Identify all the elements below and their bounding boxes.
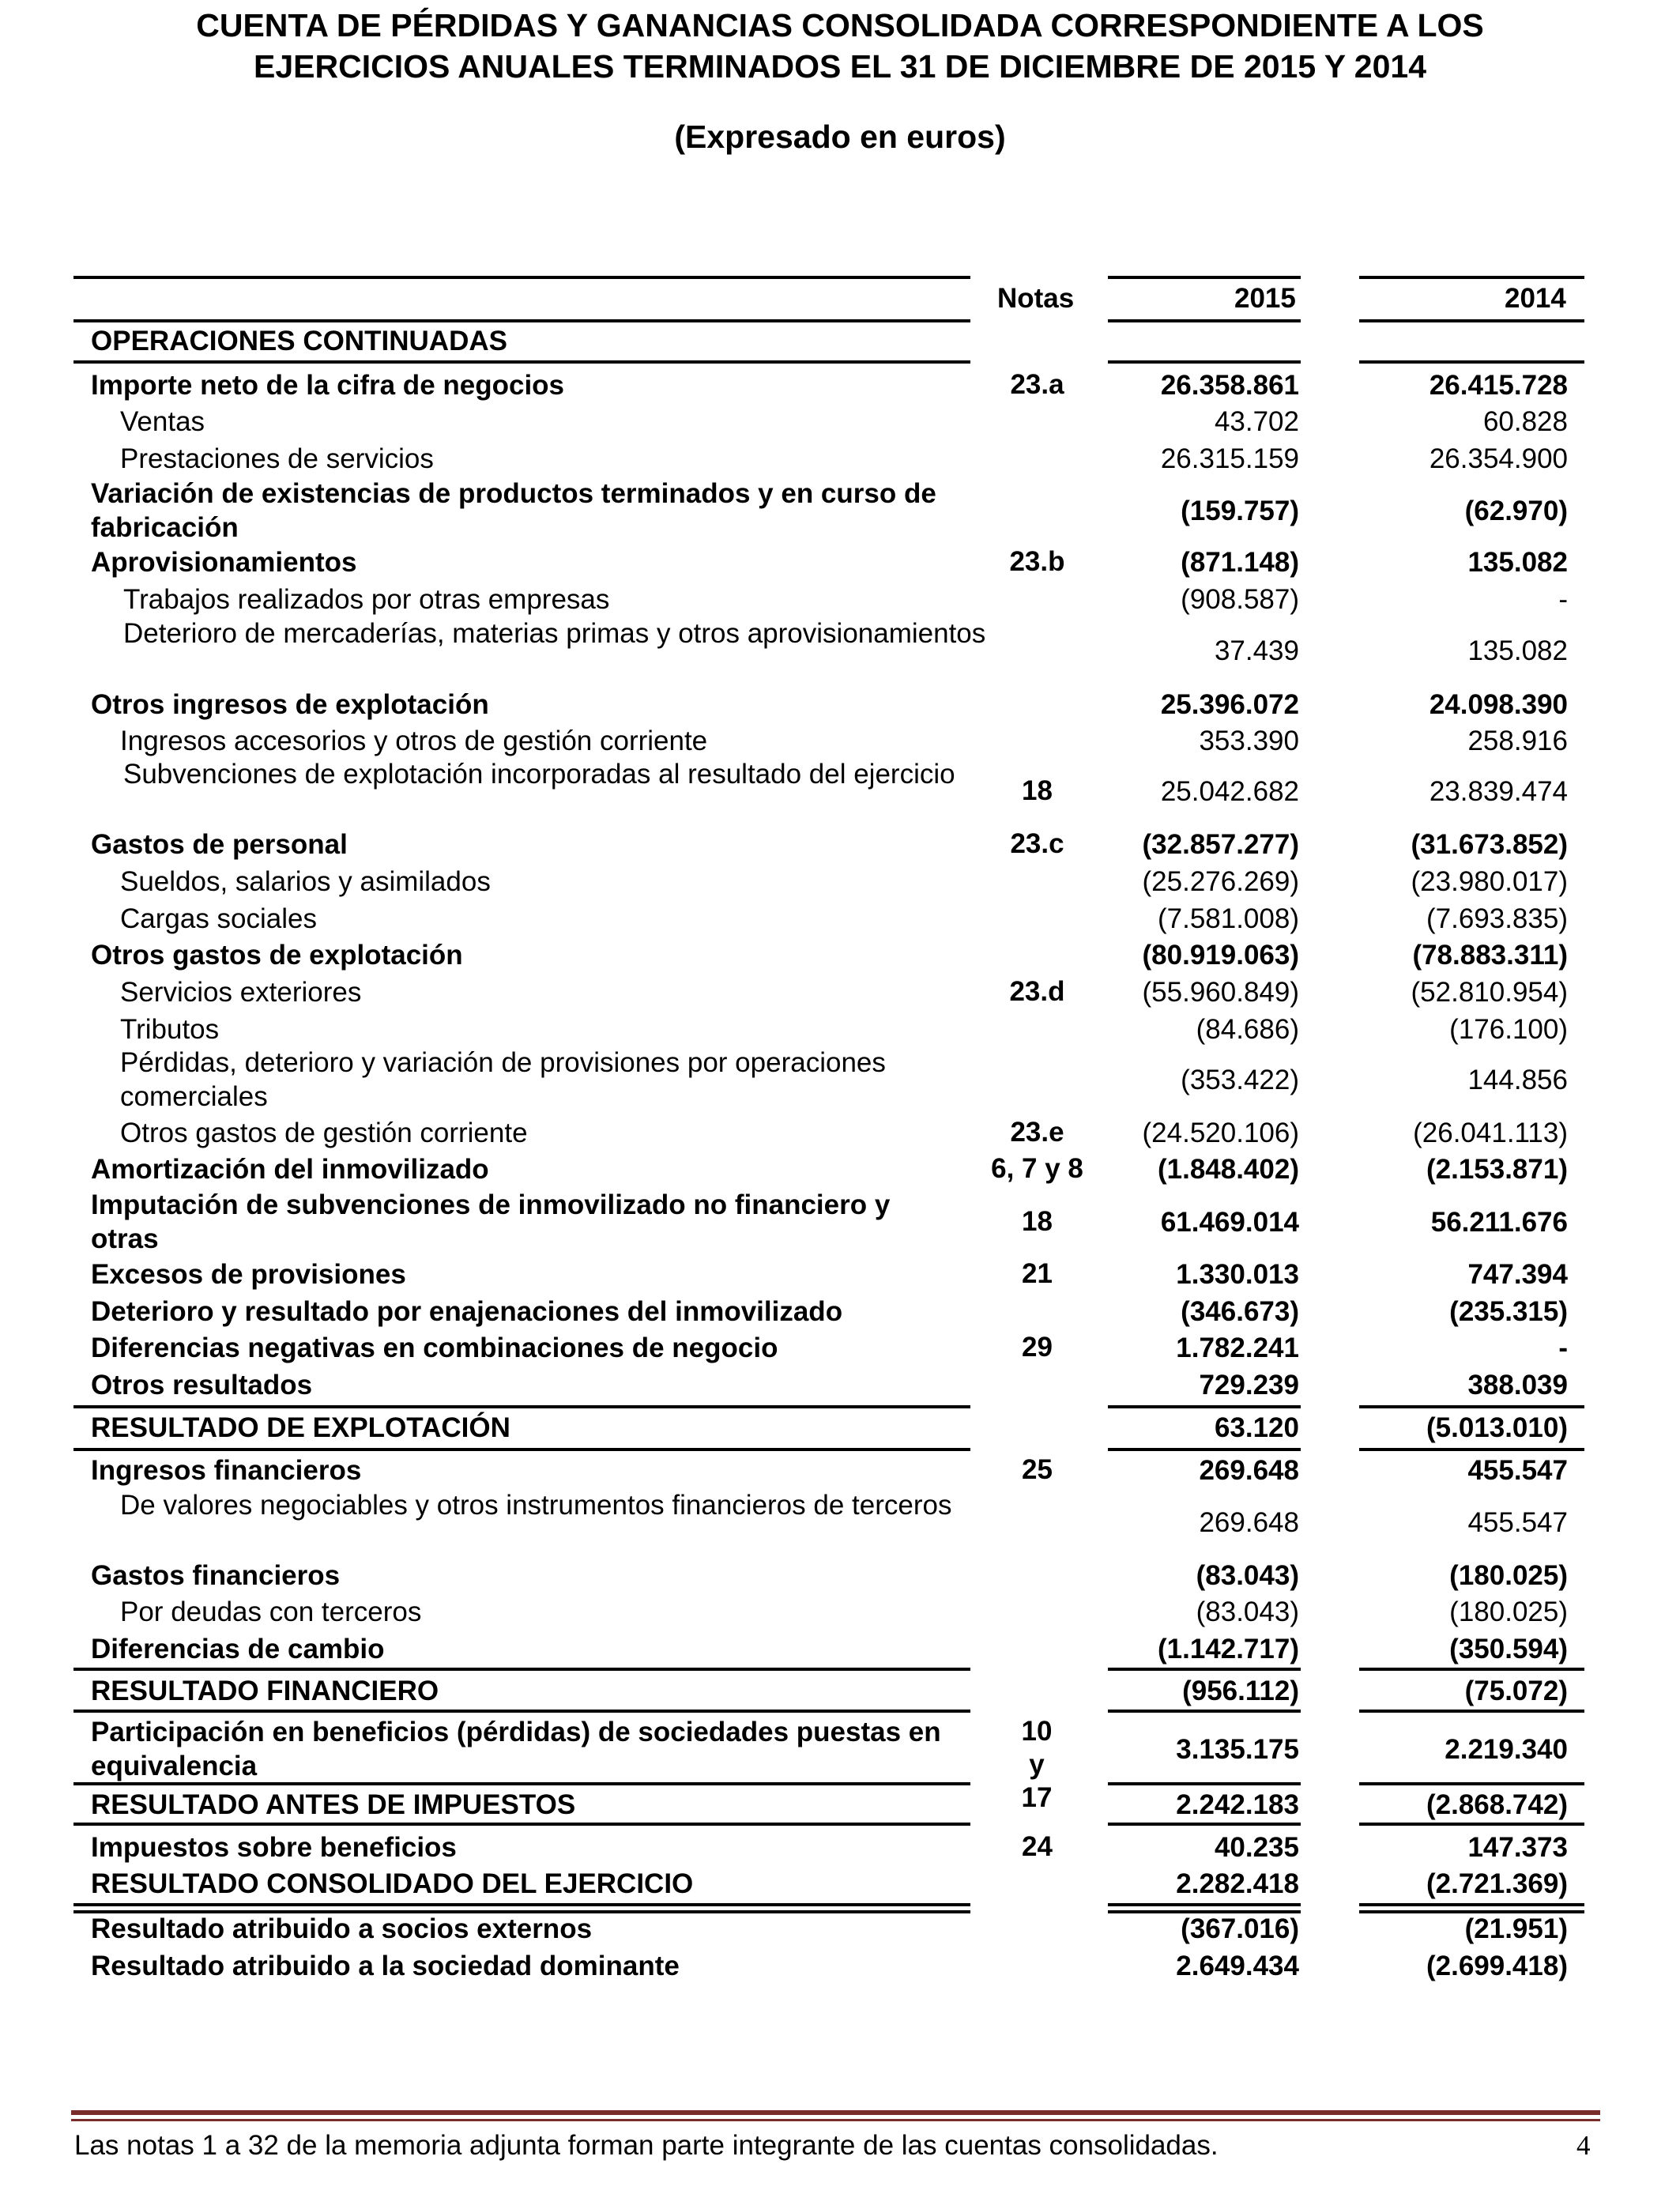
row-value-2015: 269.648 xyxy=(1199,1507,1299,1538)
table-row xyxy=(0,1188,1680,1256)
table-row xyxy=(0,1453,1680,1487)
row-value-2015: (908.587) xyxy=(1181,584,1299,615)
table-row xyxy=(0,865,1680,899)
table-rule xyxy=(73,1710,970,1713)
row-value-2015: 2.649.434 xyxy=(1176,1951,1299,1981)
row-value-2014: (2.721.369) xyxy=(1426,1868,1568,1899)
table-rule xyxy=(73,1405,970,1408)
row-value-2014: (2.868.742) xyxy=(1426,1789,1568,1820)
table-rule xyxy=(1108,1782,1301,1785)
table-row xyxy=(0,582,1680,616)
table-rule xyxy=(73,1823,970,1826)
row-value-2015: (367.016) xyxy=(1181,1913,1299,1944)
row-value-2014: 26.415.728 xyxy=(1429,370,1568,401)
row-notes: 6, 7 y 8 xyxy=(991,1153,1083,1184)
row-value-2014: (350.594) xyxy=(1449,1634,1568,1664)
row-value-2014: 26.354.900 xyxy=(1429,443,1568,474)
row-value-2014: - xyxy=(1558,584,1568,615)
table-row xyxy=(0,1411,1680,1445)
row-value-2015: 26.358.861 xyxy=(1160,370,1299,401)
table-row xyxy=(0,1788,1680,1822)
row-value-2014: (235.315) xyxy=(1449,1296,1568,1327)
row-value-2015: 1.782.241 xyxy=(1176,1333,1299,1363)
row-value-2015: (956.112) xyxy=(1182,1676,1299,1706)
table-rule xyxy=(1108,1448,1301,1451)
row-notes: 18 xyxy=(1022,775,1053,806)
row-value-2014: (31.673.852) xyxy=(1411,829,1568,860)
row-label: De valores negociables y otros instrumentos financieros de terceros xyxy=(120,1490,952,1521)
row-label: Prestaciones de servicios xyxy=(120,443,434,474)
row-value-2014: (52.810.954) xyxy=(1411,977,1568,1008)
row-value-2015: 2.282.418 xyxy=(1176,1868,1299,1899)
row-label: Diferencias de cambio xyxy=(91,1634,385,1664)
table-row xyxy=(0,757,1680,825)
row-value-2015: 25.396.072 xyxy=(1160,689,1299,720)
row-label: RESULTADO ANTES DE IMPUESTOS xyxy=(91,1789,576,1820)
row-label: Servicios exteriores xyxy=(120,977,362,1008)
row-label: Otros gastos de explotación xyxy=(91,940,463,971)
row-value-2015: 43.702 xyxy=(1214,406,1299,437)
row-value-2015: 3.135.175 xyxy=(1176,1734,1299,1765)
row-value-2015: (84.686) xyxy=(1196,1014,1299,1045)
row-label: Resultado atribuido a socios externos xyxy=(91,1913,593,1944)
row-value-2014: 258.916 xyxy=(1467,726,1568,756)
row-value-2014: 135.082 xyxy=(1467,635,1568,666)
table-rule xyxy=(1359,1823,1584,1826)
page-subtitle: (Expresado en euros) xyxy=(674,119,1006,155)
row-value-2014: (26.041.113) xyxy=(1413,1118,1568,1148)
row-notes: 25 xyxy=(1022,1454,1053,1485)
table-rule xyxy=(73,1782,970,1785)
table-row xyxy=(0,1674,1680,1708)
row-value-2014: 388.039 xyxy=(1467,1370,1568,1400)
row-value-2015: 37.439 xyxy=(1214,635,1299,666)
row-label: Gastos de personal xyxy=(91,829,348,860)
row-value-2015: 353.390 xyxy=(1199,726,1299,756)
title-line-2: EJERCICIOS ANUALES TERMINADOS EL 31 DE DICIEMBRE DE 2015 Y 2014 xyxy=(253,48,1427,85)
table-row xyxy=(0,1559,1680,1593)
table-row xyxy=(0,545,1680,579)
table-rule xyxy=(1359,1710,1584,1713)
row-label: Otros ingresos de explotación xyxy=(91,689,489,720)
table-row xyxy=(0,827,1680,861)
table-rule xyxy=(1359,1903,1584,1906)
table-rule xyxy=(1108,1668,1301,1671)
row-label: Tributos xyxy=(120,1014,220,1045)
row-value-2014: (176.100) xyxy=(1449,1014,1568,1045)
table-row xyxy=(0,1012,1680,1046)
table-rule xyxy=(1108,1823,1301,1826)
table-row xyxy=(0,477,1680,545)
table-row xyxy=(0,938,1680,972)
table-row xyxy=(0,1116,1680,1150)
row-value-2015: (55.960.849) xyxy=(1142,977,1299,1008)
table-row xyxy=(0,902,1680,936)
row-value-2015: (871.148) xyxy=(1181,547,1299,578)
row-value-2015: (7.581.008) xyxy=(1157,903,1299,934)
table-rule xyxy=(73,1668,970,1671)
row-value-2014: 455.547 xyxy=(1467,1507,1568,1538)
row-label: Diferencias negativas en combinaciones de negocio xyxy=(91,1333,778,1363)
row-value-2014: (21.951) xyxy=(1464,1913,1568,1944)
row-label: Participación en beneficios (pérdidas) de sociedades puestas en equivalencia xyxy=(91,1717,941,1781)
row-label: Amortización del inmovilizado xyxy=(91,1154,489,1185)
row-value-2014: (23.980.017) xyxy=(1411,866,1568,897)
row-label: Aprovisionamientos xyxy=(91,547,357,578)
row-label: Importe neto de la cifra de negocios xyxy=(91,370,565,401)
row-label: Sueldos, salarios y asimilados xyxy=(120,866,491,897)
row-value-2014: (2.153.871) xyxy=(1426,1154,1568,1185)
table-row xyxy=(0,1295,1680,1329)
row-value-2015: 61.469.014 xyxy=(1160,1207,1299,1238)
row-value-2014: 135.082 xyxy=(1467,547,1568,578)
table-row xyxy=(0,1912,1680,1946)
row-value-2014: (180.025) xyxy=(1449,1560,1568,1591)
table-row xyxy=(0,616,1680,684)
row-value-2015: 1.330.013 xyxy=(1176,1259,1299,1290)
row-label: Trabajos realizados por otras empresas xyxy=(123,584,610,615)
row-label: Subvenciones de explotación incorporadas al resultado del ejercicio xyxy=(123,759,955,790)
row-label: Ventas xyxy=(120,406,205,437)
row-value-2015: (1.142.717) xyxy=(1157,1634,1299,1664)
row-value-2014: 56.211.676 xyxy=(1430,1207,1568,1238)
footer-rule-thin xyxy=(71,2119,1600,2121)
row-value-2014: 147.373 xyxy=(1467,1832,1568,1863)
row-notes: 23.c xyxy=(1010,828,1064,859)
row-value-2015: (24.520.106) xyxy=(1142,1118,1299,1148)
row-notes: 23.b xyxy=(1009,546,1065,577)
row-value-2014: (180.025) xyxy=(1449,1596,1568,1627)
table-row xyxy=(0,1632,1680,1666)
table-row xyxy=(0,1595,1680,1629)
table-rule xyxy=(1359,1405,1584,1408)
table-row xyxy=(0,1368,1680,1402)
row-label: Pérdidas, deterioro y variación de provisiones por operaciones comerciales xyxy=(120,1047,886,1112)
table-rule xyxy=(73,1448,970,1451)
table-row xyxy=(0,688,1680,722)
row-label: Gastos financieros xyxy=(91,1560,341,1591)
row-notes: 23.d xyxy=(1009,976,1065,1007)
row-value-2015: 729.239 xyxy=(1199,1370,1299,1400)
row-value-2015: 40.235 xyxy=(1214,1832,1299,1863)
section-operaciones-continuadas: OPERACIONES CONTINUADAS xyxy=(91,326,507,356)
row-value-2015: (1.848.402) xyxy=(1157,1154,1299,1185)
row-value-2015: (25.276.269) xyxy=(1142,866,1299,897)
title-line-1: CUENTA DE PÉRDIDAS Y GANANCIAS CONSOLIDADA CORRESPONDIENTE A LOS xyxy=(196,7,1484,43)
table-row xyxy=(0,1488,1680,1556)
row-notes: 23.a xyxy=(1010,369,1064,400)
row-value-2015: (83.043) xyxy=(1196,1596,1299,1627)
row-value-2014: (7.693.835) xyxy=(1426,903,1568,934)
row-label: Ingresos financieros xyxy=(91,1455,362,1486)
row-value-2015: 26.315.159 xyxy=(1160,443,1299,474)
row-notes: 10 y 17 xyxy=(1021,1716,1053,1813)
table-rule xyxy=(1359,1782,1584,1785)
row-label: Ingresos accesorios y otros de gestión corriente xyxy=(120,726,708,756)
table-rule xyxy=(1359,1910,1584,1913)
row-label: Por deudas con terceros xyxy=(120,1596,422,1627)
row-value-2014: (78.883.311) xyxy=(1412,940,1568,971)
table-row xyxy=(0,1867,1680,1901)
row-value-2014: 23.839.474 xyxy=(1429,776,1568,807)
row-value-2014: 747.394 xyxy=(1467,1259,1568,1290)
table-rule xyxy=(1108,1710,1301,1713)
row-value-2015: (353.422) xyxy=(1181,1065,1299,1095)
row-label: Imputación de subvenciones de inmovilizado no financiero y otras xyxy=(91,1189,891,1254)
row-value-2014: - xyxy=(1558,1333,1568,1363)
row-notes: 21 xyxy=(1022,1258,1053,1289)
table-row xyxy=(0,1331,1680,1365)
row-label: Deterioro y resultado por enajenaciones del inmovilizado xyxy=(91,1296,843,1327)
row-value-2014: 2.219.340 xyxy=(1445,1734,1568,1765)
row-value-2015: (83.043) xyxy=(1196,1560,1299,1591)
row-value-2015: (159.757) xyxy=(1181,496,1299,526)
row-notes: 29 xyxy=(1022,1332,1053,1363)
row-notes: 18 xyxy=(1022,1206,1053,1237)
row-value-2015: 25.042.682 xyxy=(1160,776,1299,807)
header-notas: Notas xyxy=(997,283,1075,314)
table-rule xyxy=(1359,1668,1584,1671)
row-value-2015: (346.673) xyxy=(1181,1296,1299,1327)
row-value-2014: 24.098.390 xyxy=(1429,689,1568,720)
table-rule xyxy=(1108,1405,1301,1408)
row-value-2014: 455.547 xyxy=(1467,1455,1568,1486)
row-label: RESULTADO CONSOLIDADO DEL EJERCICIO xyxy=(91,1868,694,1899)
table-row xyxy=(0,1152,1680,1186)
table-row xyxy=(0,724,1680,758)
row-value-2015: 269.648 xyxy=(1199,1455,1299,1486)
row-value-2015: 2.242.183 xyxy=(1176,1789,1299,1820)
row-label: Variación de existencias de productos terminados y en curso de fabricación xyxy=(91,478,936,543)
footer-rule xyxy=(71,2110,1600,2115)
row-value-2014: (2.699.418) xyxy=(1426,1951,1568,1981)
page-number: 4 xyxy=(1576,2130,1591,2161)
row-label: Resultado atribuido a la sociedad dominante xyxy=(91,1951,680,1981)
footer-note: Las notas 1 a 32 de la memoria adjunta forman parte integrante de las cuentas consolidadas. xyxy=(74,2130,1219,2161)
row-value-2014: 60.828 xyxy=(1482,406,1568,437)
row-value-2015: 63.120 xyxy=(1214,1412,1299,1443)
table-row xyxy=(0,1257,1680,1291)
row-value-2014: (75.072) xyxy=(1464,1676,1568,1706)
row-notes: 24 xyxy=(1022,1831,1053,1862)
table-row xyxy=(0,405,1680,439)
table-rule xyxy=(1108,1910,1301,1913)
row-label: Deterioro de mercaderías, materias primas y otros aprovisionamientos xyxy=(123,618,986,649)
row-label: Excesos de provisiones xyxy=(91,1259,406,1290)
table-row xyxy=(0,1830,1680,1864)
row-value-2014: 144.856 xyxy=(1467,1065,1568,1095)
row-label: Otros resultados xyxy=(91,1370,313,1400)
row-value-2014: (5.013.010) xyxy=(1426,1412,1568,1443)
row-value-2014: (62.970) xyxy=(1464,496,1568,526)
table-rule xyxy=(73,1903,970,1906)
table-row xyxy=(0,975,1680,1009)
row-label: Impuestos sobre beneficios xyxy=(91,1832,457,1863)
row-label: RESULTADO FINANCIERO xyxy=(91,1676,439,1706)
header-2015: 2015 xyxy=(1234,283,1296,314)
header-2014: 2014 xyxy=(1505,283,1566,314)
table-row xyxy=(0,368,1680,402)
table-row xyxy=(0,442,1680,476)
row-notes: 23.e xyxy=(1010,1117,1064,1148)
table-rule xyxy=(73,1910,970,1913)
row-value-2015: (32.857.277) xyxy=(1142,829,1299,860)
table-row xyxy=(0,1046,1680,1114)
table-rule xyxy=(1359,1448,1584,1451)
row-label: Otros gastos de gestión corriente xyxy=(120,1118,528,1148)
row-label: Cargas sociales xyxy=(120,903,317,934)
table-row xyxy=(0,1949,1680,1983)
row-label: RESULTADO DE EXPLOTACIÓN xyxy=(91,1412,510,1443)
table-rule xyxy=(1108,1903,1301,1906)
row-value-2015: (80.919.063) xyxy=(1142,940,1299,971)
